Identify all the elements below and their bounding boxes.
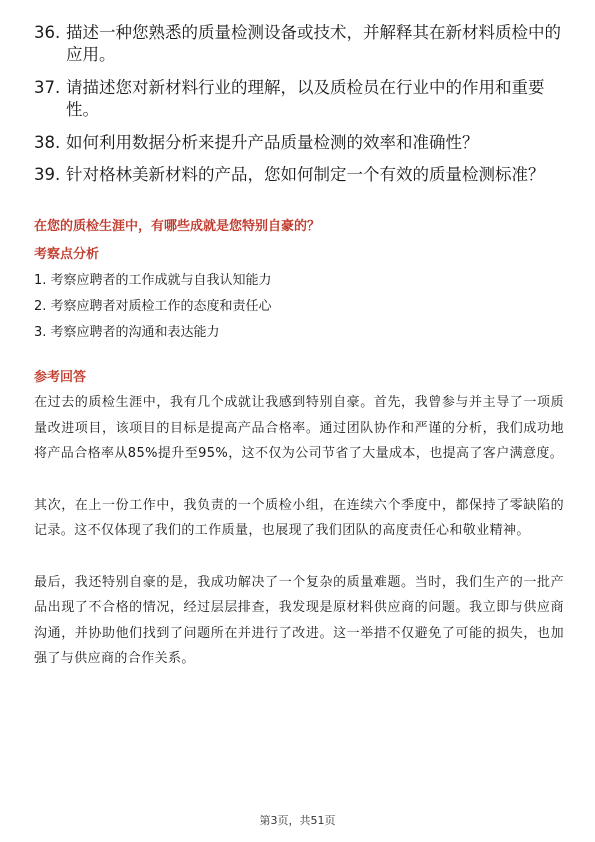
analysis-list <box>34 272 564 350</box>
answer-paragraph: 在过去的质检生涯中，我有几个成就让我感到特别自豪。首先，我曾参与并主导了一项质量改进项目，该项目的目标是提高产品合格率。通过团队协作和严谨的分析，我们成功地将产品合格率从85%提升至95%，这不仅为公司节省了大量成本，也提高了客户满意度。 <box>34 395 564 461</box>
answer-heading: 参考回答 <box>34 370 87 385</box>
question-text: 针对格林美新材料的产品，您如何制定一个有效的质量检测标准？ <box>66 165 545 184</box>
question-text: 请描述您对新材料行业的理解，以及质检员在行业中的作用和重要性。 <box>66 78 545 119</box>
answer-paragraph: 最后，我还特别自豪的是，我成功解决了一个复杂的质量难题。当时，我们生产的一批产品出现了不合格的情况，经过层层排查，我发现是原材料供应商的问题。我立即与供应商沟通，并协助他们找到了问题所在并进行了改进。这一举措不仅避免了可能的损失，也加强了与供应商的合作关系。 <box>34 574 564 666</box>
answer-paragraph: 其次，在上一份工作中，我负责的一个质检小组，在连续六个季度中，都保持了零缺陷的记录。这不仅体现了我们的工作质量，也展现了我们团队的高度责任心和敬业精神。 <box>34 497 564 538</box>
analysis-heading: 考察点分析 <box>34 247 100 262</box>
analysis-item: 2. 考察应聘者对质检工作的态度和责任心 <box>34 299 272 314</box>
question-number: 37. <box>34 78 61 97</box>
question-text: 如何利用数据分析来提升产品质量检测的效率和准确性？ <box>66 133 479 152</box>
analysis-item: 1. 考察应聘者的工作成就与自我认知能力 <box>34 273 272 288</box>
question-item <box>34 77 564 121</box>
question-item <box>34 164 564 186</box>
page-footer: 第3页，共51页 <box>259 814 336 827</box>
question-number: 38. <box>34 133 61 152</box>
question-text: 描述一种您熟悉的质量检测设备或技术，并解释其在新材料质检中的应用。 <box>66 23 561 64</box>
focus-question: 在您的质检生涯中，有哪些成就是您特别自豪的？ <box>34 219 321 234</box>
answer-body <box>34 390 564 698</box>
question-list <box>34 22 564 197</box>
analysis-item: 3. 考察应聘者的沟通和表达能力 <box>34 325 220 340</box>
question-item <box>34 22 564 66</box>
question-item <box>34 132 564 154</box>
question-number: 39. <box>34 165 61 184</box>
question-number: 36. <box>34 23 61 42</box>
